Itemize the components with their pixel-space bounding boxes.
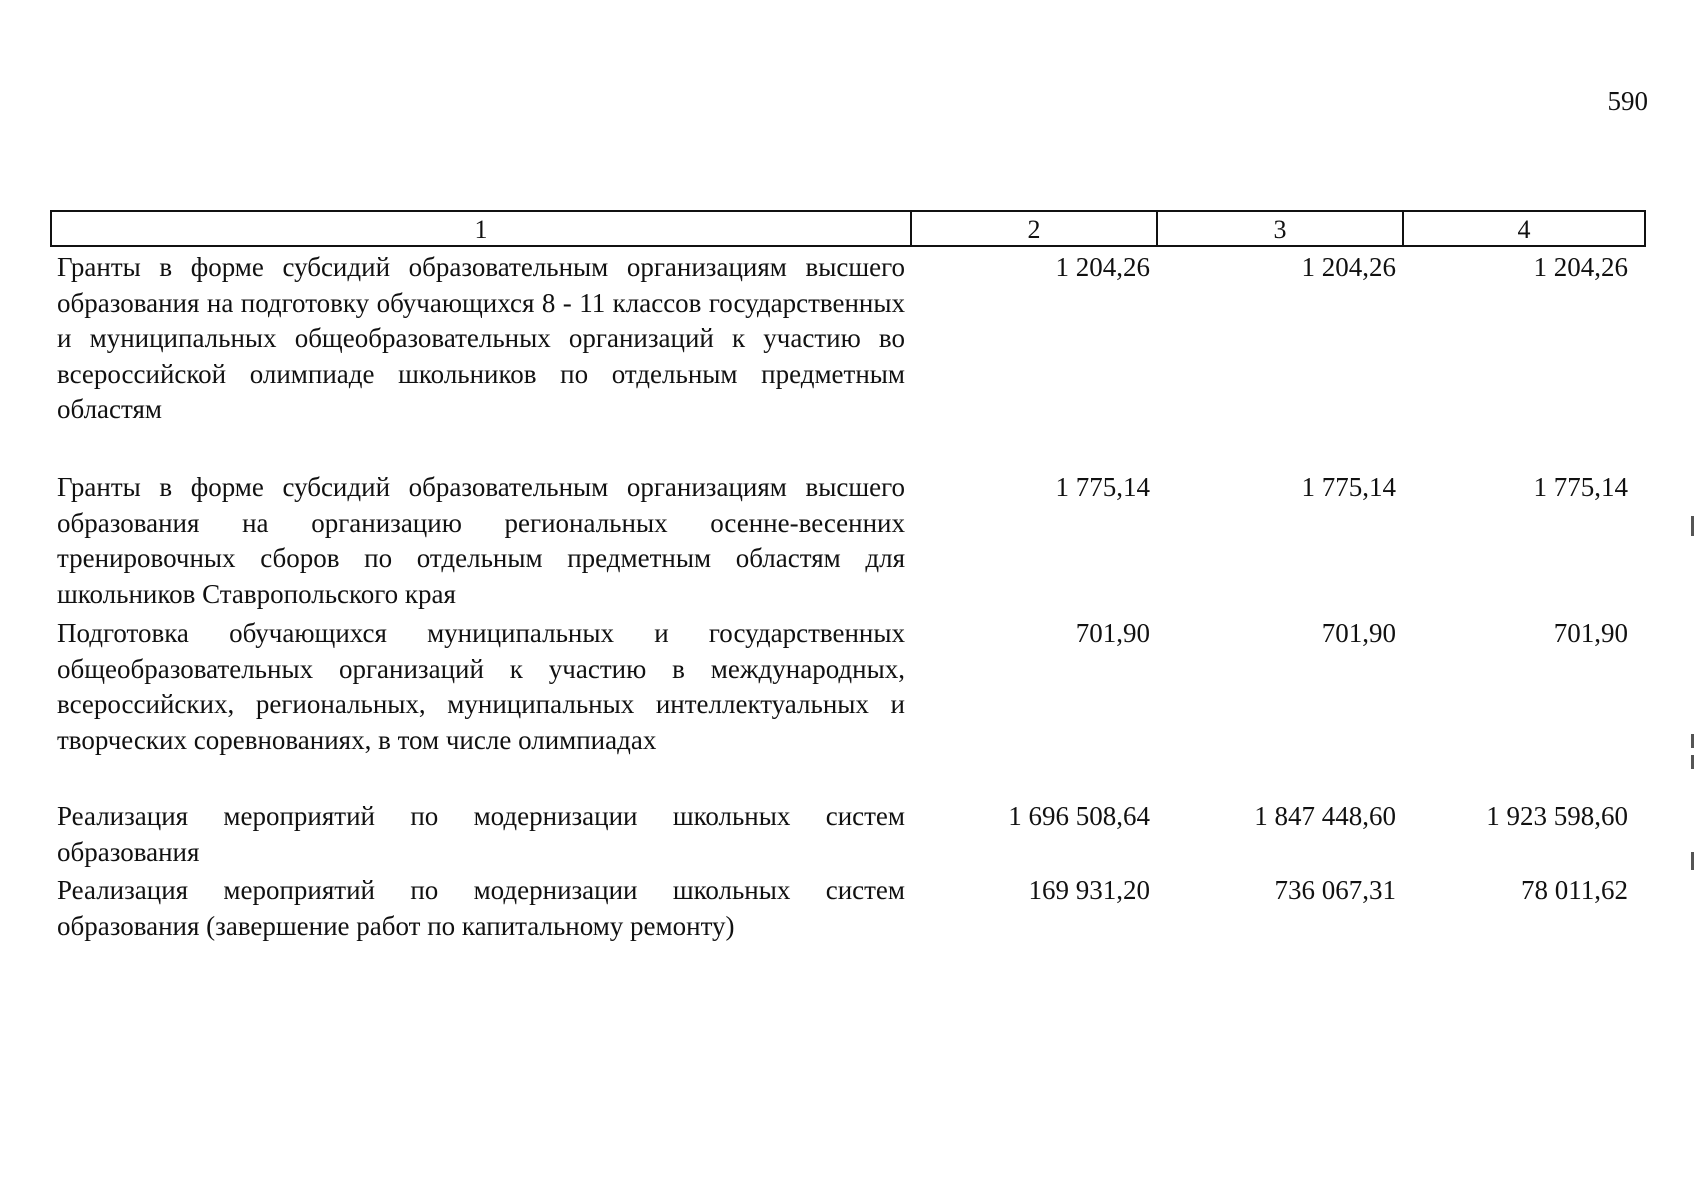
row-value-col-2: 1 204,26	[1055, 252, 1150, 282]
row-value-col-3: 1 775,14	[1301, 472, 1396, 502]
row-value-col-4: 1 775,14	[1533, 472, 1628, 502]
row-value-col-3: 736 067,31	[1274, 875, 1396, 905]
row-description: Реализация мероприятий по модернизации школьных систем образования	[57, 801, 905, 867]
row-value-col-4: 78 011,62	[1521, 875, 1628, 905]
scan-edge-mark	[1691, 755, 1694, 769]
page-number: 590	[1607, 86, 1648, 116]
row-value-col-2: 169 931,20	[1028, 875, 1150, 905]
row-value-col-4: 701,90	[1553, 618, 1628, 648]
row-value-col-2: 1 775,14	[1055, 472, 1150, 502]
row-description: Подготовка обучающихся муниципальных и государственных общеобразовательных организаций к участию в международных, всероссийских, региональных, муниципальных интеллектуальных и творческих соревнованиях, в том числе олимпиадах	[57, 618, 905, 755]
table-header-col-3: 3	[1156, 212, 1402, 245]
row-value-col-2: 1 696 508,64	[1008, 801, 1150, 831]
scan-edge-mark	[1691, 852, 1694, 870]
row-value-col-3: 701,90	[1321, 618, 1396, 648]
table-header-col-4: 4	[1402, 212, 1644, 245]
row-value-col-3: 1 847 448,60	[1254, 801, 1396, 831]
row-description: Гранты в форме субсидий образовательным организациям высшего образования на организацию региональных осенне-весенних тренировочных сборов по отдельным предметным областям для школьников Ставропольского края	[57, 472, 905, 609]
row-description: Гранты в форме субсидий образовательным организациям высшего образования на подготовку обучающихся 8 - 11 классов государственных и муниципальных общеобразовательных организаций к участию во всероссийской олимпиаде школьников по отдельным предметным областям	[57, 252, 905, 424]
scan-edge-mark	[1691, 734, 1694, 748]
table-header-col-2: 2	[910, 212, 1156, 245]
row-value-col-4: 1 204,26	[1533, 252, 1628, 282]
table-header-col-1: 1	[474, 215, 488, 244]
table-header-row	[50, 210, 1646, 247]
row-value-col-4: 1 923 598,60	[1486, 801, 1628, 831]
scan-edge-mark	[1691, 516, 1694, 536]
row-value-col-3: 1 204,26	[1301, 252, 1396, 282]
row-value-col-2: 701,90	[1075, 618, 1150, 648]
row-description: Реализация мероприятий по модернизации школьных систем образования (завершение работ по капитальному ремонту)	[57, 875, 905, 941]
